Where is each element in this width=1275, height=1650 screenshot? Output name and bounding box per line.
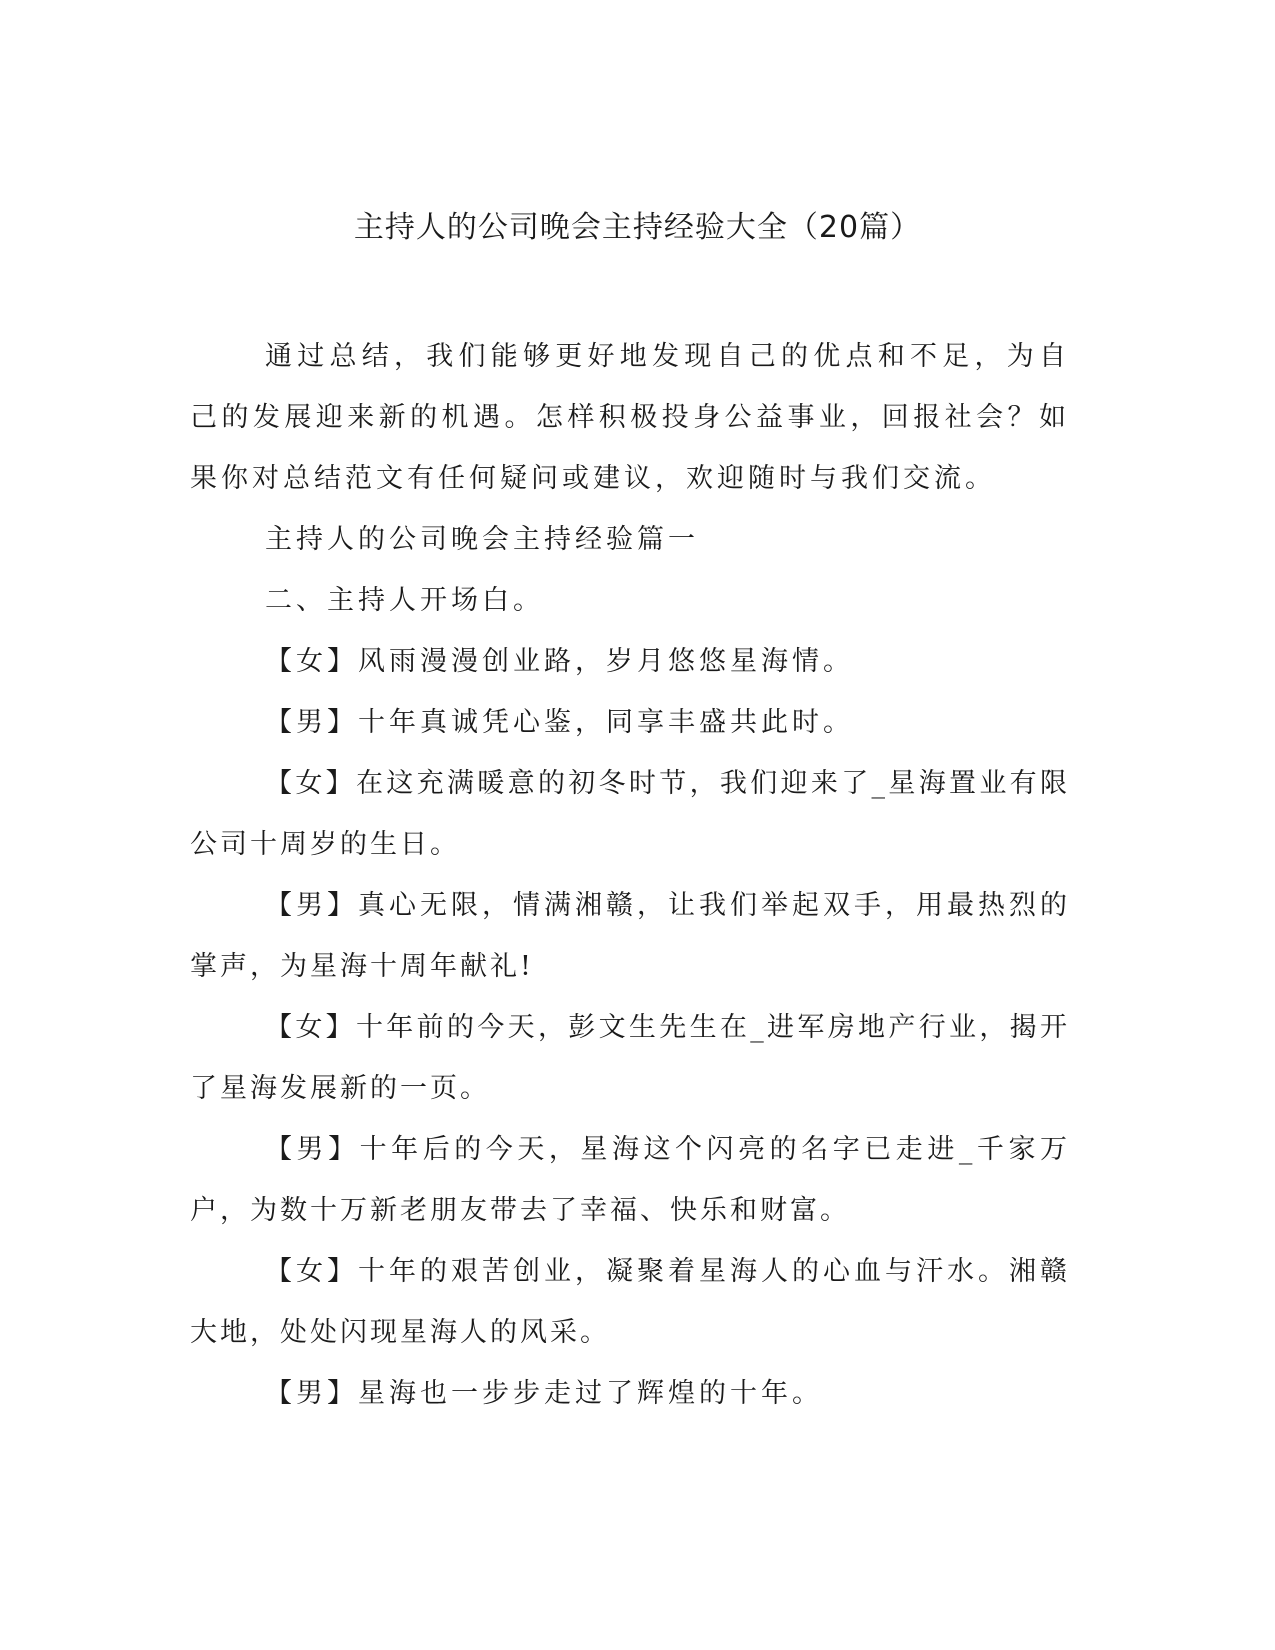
- dialogue-line: 【女】风雨漫漫创业路，岁月悠悠星海情。: [265, 646, 854, 677]
- paragraph-opening-remarks: 二、主持人开场白。: [265, 585, 544, 616]
- document-title: 主持人的公司晚会主持经验大全（20篇）: [353, 210, 922, 245]
- section-heading: 主持人的公司晚会主持经验篇一: [265, 524, 699, 555]
- dialogue-line: 【女】十年前的今天，彭文生先生在_进军房地产行业，揭开了星海发展新的一页。: [190, 1012, 1070, 1104]
- dialogue-line: 【女】在这充满暖意的初冬时节，我们迎来了_星海置业有限公司十周岁的生日。: [190, 768, 1070, 860]
- dialogue-line: 【男】星海也一步步走过了辉煌的十年。: [265, 1378, 823, 1409]
- dialogue-line: 【男】十年后的今天，星海这个闪亮的名字已走进_千家万户，为数十万新老朋友带去了幸福、快乐和财富。: [190, 1134, 1070, 1226]
- intro-paragraph: 通过总结，我们能够更好地发现自己的优点和不足，为自己的发展迎来新的机遇。怎样积极投身公益事业，回报社会？如果你对总结范文有任何疑问或建议，欢迎随时与我们交流。: [190, 341, 1070, 494]
- dialogue-line: 【男】真心无限，情满湘赣，让我们举起双手，用最热烈的掌声，为星海十周年献礼!: [190, 890, 1070, 982]
- document-body: [190, 326, 1070, 1424]
- dialogue-line: 【男】十年真诚凭心鉴，同享丰盛共此时。: [265, 707, 854, 738]
- dialogue-line: 【女】十年的艰苦创业，凝聚着星海人的心血与汗水。湘赣大地，处处闪现星海人的风采。: [190, 1256, 1070, 1348]
